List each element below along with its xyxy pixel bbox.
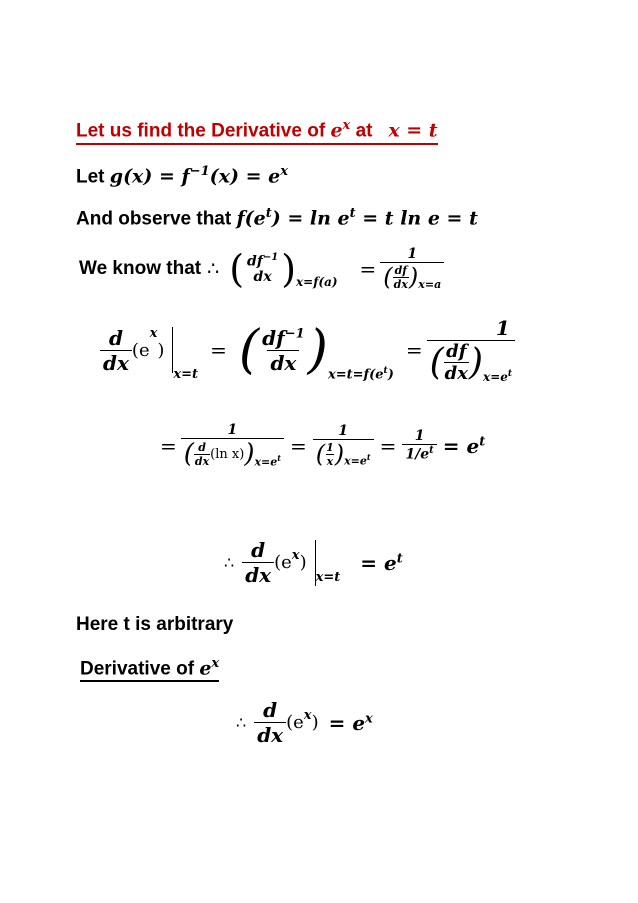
one-over-x-fraction: 1 ( $\frac{1}{x}$ ) $x=e^t$ (313, 423, 374, 468)
derivative-operator: $\frac{d}{dx}$ (254, 698, 286, 747)
result-line: ∴ $\frac{d}{dx}$ (e $^x$ ) x=t = $e^t$ (224, 538, 403, 587)
therefore-symbol: ∴ (224, 553, 235, 572)
derivative-at-t-line: $\frac{d}{dx}$ (e $^x$ ) x=t = ( $\frac{df^{-1}}{dx}$ ) $x=t=f(e^t)$ = 1 ( $\frac{df}{dx}$ ) $x=e^t$ (100, 316, 515, 384)
inverse-derivative-rule: We know that ∴ ( $df^{-1}$ dx ) x=f(a) = 1 ( $\frac{df}{dx}$ ) x=a (79, 246, 444, 291)
definition-line: Let $g(x) = f^{-1}(x) = e^x$ (76, 164, 288, 188)
equality-chain-line: = 1 ( $\frac{d}{dx}$ (ln x) ) $x=e^t$ = 1 ( $\frac{1}{x}$ ) $x=e^t$ = $\frac{1}{1/e^t}$ = $e^t$ (160, 422, 486, 469)
inverse-derivative-fraction: $df^{-1}$ dx (247, 251, 279, 286)
page-heading: Let us find the Derivative of $e^x$ at x = t (76, 118, 438, 145)
note-text: Here t is arbitrary (76, 614, 234, 635)
final-result-line: ∴ $\frac{d}{dx}$ (e $^x$ ) = $e^x$ (236, 698, 373, 747)
subheading: Derivative of $e^x$ (80, 656, 219, 682)
derivative-operator: $\frac{d}{dx}$ (242, 538, 274, 587)
observation-line: And observe that $f(e^t) = \ln e^t = t$ ln e = t (76, 206, 478, 230)
reciprocal-exponential-fraction: $\frac{1}{1/e^t}$ (402, 428, 436, 463)
reciprocal-fraction: 1 ( $\frac{df}{dx}$ ) $x=e^t$ (427, 316, 515, 384)
ln-derivative-fraction: 1 ( $\frac{d}{dx}$ (ln x) ) $x=e^t$ (181, 422, 284, 469)
derivative-operator: $\frac{d}{dx}$ (100, 326, 132, 375)
therefore-symbol: ∴ (236, 713, 247, 732)
therefore-symbol: ∴ (207, 257, 220, 280)
reciprocal-fraction: 1 ( $\frac{df}{dx}$ ) x=a (380, 246, 444, 291)
inverse-derivative-fraction: $\frac{df^{-1}}{dx}$ (262, 325, 305, 375)
